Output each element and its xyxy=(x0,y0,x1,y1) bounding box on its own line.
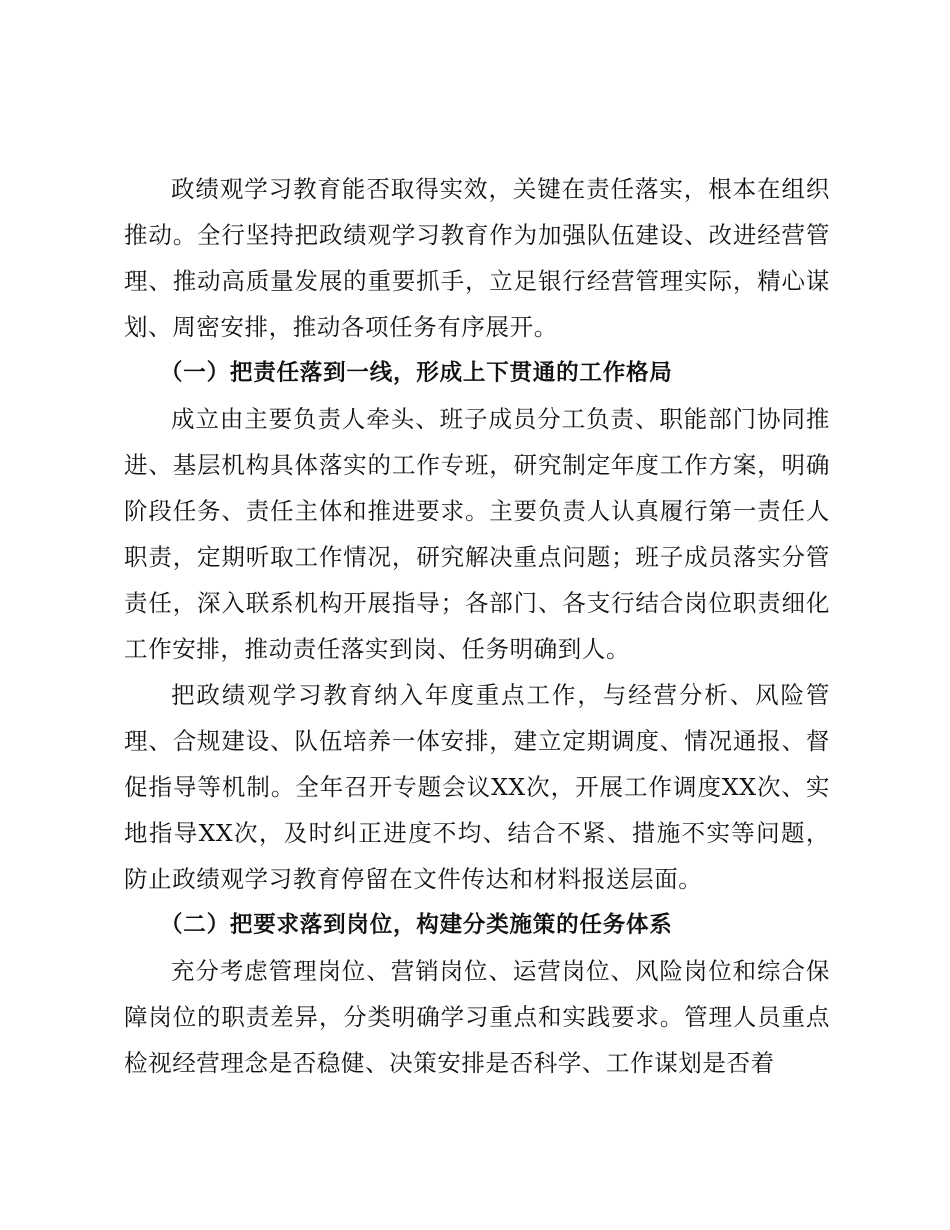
intro-paragraph: 政绩观学习教育能否取得实效，关键在责任落实，根本在组织推动。全行坚持把政绩观学习教育作为加强队伍建设、改进经营管理、推动高质量发展的重要抓手，立足银行经营管理实际，精心谋划、周密安排，推动各项任务有序展开。 xyxy=(124,175,830,341)
document-body xyxy=(124,166,830,1086)
section-heading-1: （一）把责任落到一线，形成上下贯通的工作格局 xyxy=(160,360,673,386)
section-1-paragraph-2: 把政绩观学习教育纳入年度重点工作，与经营分析、风险管理、合规建设、队伍培养一体安排，建立定期调度、情况通报、督促指导等机制。全年召开专题会议XX次，开展工作调度XX次、实地指导XX次，及时纠正进度不均、结合不紧、措施不实等问题，防止政绩观学习教育停留在文件传达和材料报送层面。 xyxy=(124,681,830,893)
section-heading-2: （二）把要求落到岗位，构建分类施策的任务体系 xyxy=(160,912,673,938)
section-2-paragraph-1: 充分考虑管理岗位、营销岗位、运营岗位、风险岗位和综合保障岗位的职责差异，分类明确学习重点和实践要求。管理人员重点检视经营理念是否稳健、决策安排是否科学、工作谋划是否着 xyxy=(124,957,830,1077)
section-1-paragraph-1: 成立由主要负责人牵头、班子成员分工负责、职能部门协同推进、基层机构具体落实的工作专班，研究制定年度工作方案，明确阶段任务、责任主体和推进要求。主要负责人认真履行第一责任人职责，定期听取工作情况，研究解决重点问题；班子成员落实分管责任，深入联系机构开展指导；各部门、各支行结合岗位职责细化工作安排，推动责任落实到岗、任务明确到人。 xyxy=(124,405,830,663)
